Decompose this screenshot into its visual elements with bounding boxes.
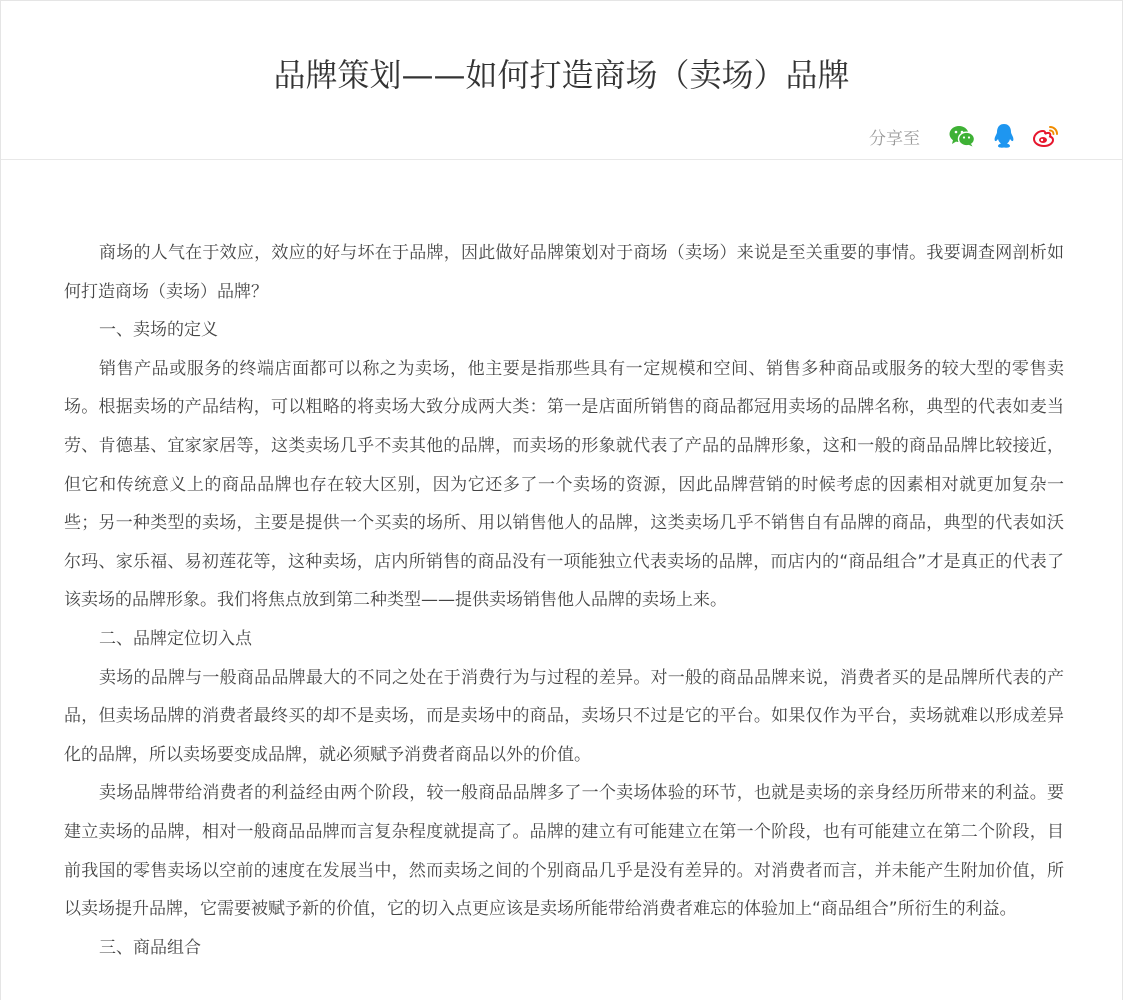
section-heading: 三、商品组合 (99, 937, 201, 958)
article-paragraph: 销售产品或服务的终端店面都可以称之为卖场，他主要是指那些具有一定规模和空间、销售多种商品或服务的较大型的零售卖场。根据卖场的产品结构，可以粗略的将卖场大致分成两大类：第一是店面所销售的商品都冠用卖场的品牌名称，典型的代表如麦当劳、肯德基、宜家家居等，这类卖场几乎不卖其他的品牌，而卖场的形象就代表了产品的品牌形象，这和一般的商品品牌比较接近，但它和传统意义上的商品品牌也存在较大区别，因为它还多了一个卖场的资源，因此品牌营销的时候考虑的因素相对就更加复杂一些；另一种类型的卖场，主要是提供一个买卖的场所、用以销售他人的品牌，这类卖场几乎不销售自有品牌的商品，典型的代表如沃尔玛、家乐福、易初莲花等，这种卖场，店内所销售的商品没有一项能独立代表卖场的品牌，而店内的“商品组合”才是真正的代表了该卖场的品牌形象。我们将焦点放到第二种类型——提供卖场销售他人品牌的卖场上来。 (64, 358, 1064, 611)
article-body (64, 234, 1064, 967)
section-heading: 二、品牌定位切入点 (99, 628, 252, 649)
article-paragraph: 卖场的品牌与一般商品品牌最大的不同之处在于消费行为与过程的差异。对一般的商品品牌来说，消费者买的是品牌所代表的产品，但卖场品牌的消费者最终买的却不是卖场，而是卖场中的商品，卖场只不过是它的平台。如果仅作为平台，卖场就难以形成差异化的品牌，所以卖场要变成品牌，就必须赋予消费者商品以外的价值。 (64, 667, 1064, 765)
share-bar (869, 121, 1060, 151)
article-title: 品牌策划——如何打造商场（卖场）品牌 (273, 56, 850, 94)
weibo-icon[interactable] (1032, 122, 1060, 150)
article-header (1, 1, 1122, 160)
article-paragraph: 卖场品牌带给消费者的利益经由两个阶段，较一般商品品牌多了一个卖场体验的环节，也就是卖场的亲身经历所带来的利益。要建立卖场的品牌，相对一般商品品牌而言复杂程度就提高了。品牌的建立有可能建立在第一个阶段，也有可能建立在第二个阶段，目前我国的零售卖场以空前的速度在发展当中，然而卖场之间的个别商品几乎是没有差异的。对消费者而言，并未能产生附加价值，所以卖场提升品牌，它需要被赋予新的价值，它的切入点更应该是卖场所能带给消费者难忘的体验加上“商品组合”所衍生的利益。 (64, 783, 1064, 920)
article-paragraph: 商场的人气在于效应，效应的好与坏在于品牌，因此做好品牌策划对于商场（卖场）来说是至关重要的事情。我要调查网剖析如何打造商场（卖场）品牌？ (64, 243, 1064, 302)
wechat-icon[interactable] (948, 122, 976, 150)
share-label: 分享至 (869, 128, 920, 149)
qq-icon[interactable] (990, 122, 1018, 150)
section-heading: 一、卖场的定义 (99, 320, 218, 341)
